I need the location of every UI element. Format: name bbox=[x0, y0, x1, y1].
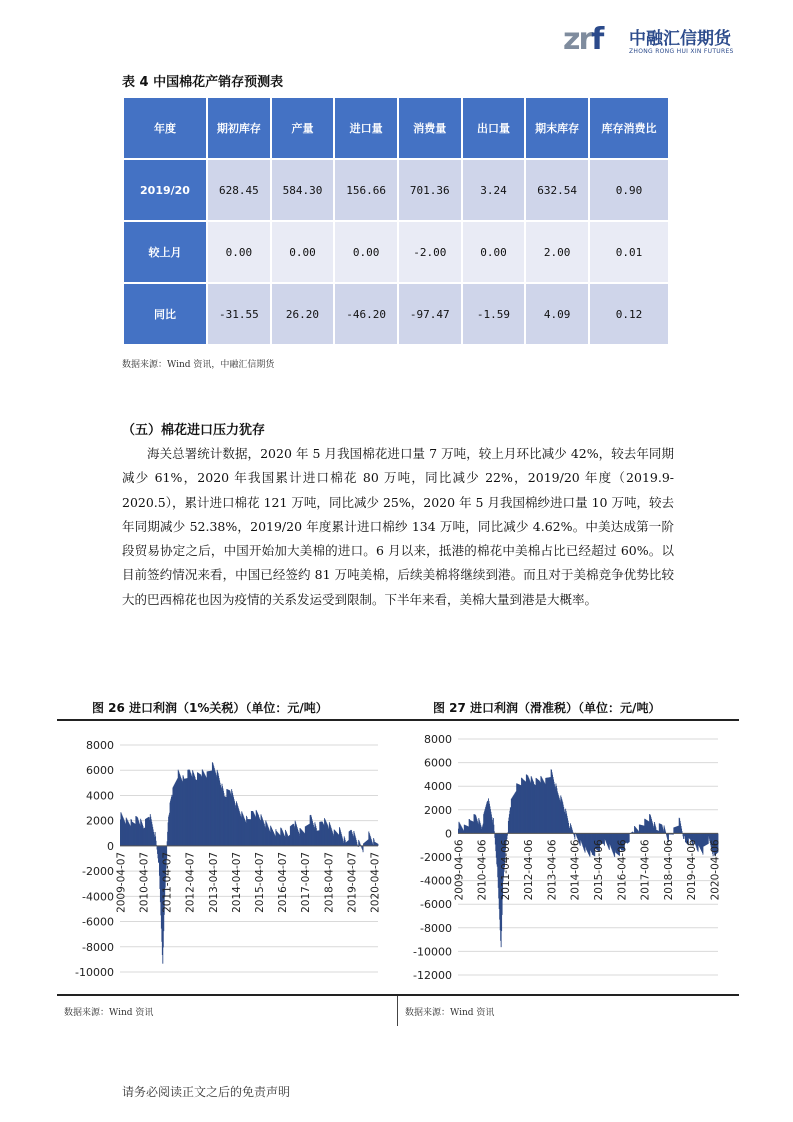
y-tick-label: 2000 bbox=[86, 814, 114, 828]
series-bar bbox=[156, 841, 157, 846]
x-tick-label: 2010-04-07 bbox=[138, 851, 151, 913]
disclaimer-footer: 请务必阅读正文之后的免责声明 bbox=[122, 1085, 291, 1099]
y-tick-label: -10000 bbox=[413, 945, 452, 959]
table-title: 表 4 中国棉花产销存预测表 bbox=[122, 75, 284, 90]
table-row bbox=[124, 284, 668, 344]
y-tick-label: 2000 bbox=[424, 803, 452, 817]
y-tick-label: -8000 bbox=[82, 940, 114, 954]
column-header: 库存消费比 bbox=[590, 98, 668, 158]
table-cell: 628.45 bbox=[208, 160, 270, 220]
table-cell: 3.24 bbox=[463, 160, 525, 220]
y-tick-label: -2000 bbox=[82, 865, 114, 879]
figure-27-title: 图 27 进口利润（滑准税）（单位：元/吨） bbox=[433, 701, 661, 715]
x-tick-label: 2011-04-06 bbox=[499, 839, 512, 901]
y-tick-label: 6000 bbox=[424, 756, 452, 770]
figure-bottom-rule bbox=[57, 994, 739, 996]
figure-26-source: 数据来源：Wind 资讯 bbox=[64, 1008, 154, 1018]
table-cell: 2.00 bbox=[526, 222, 588, 282]
column-header: 期末库存 bbox=[526, 98, 588, 158]
x-tick-label: 2013-04-07 bbox=[207, 851, 220, 913]
figure-27-source: 数据来源：Wind 资讯 bbox=[405, 1008, 495, 1018]
y-tick-label: -4000 bbox=[420, 874, 452, 888]
row-header: 2019/20 bbox=[124, 160, 206, 220]
x-tick-label: 2012-04-07 bbox=[184, 851, 197, 913]
x-tick-label: 2019-04-06 bbox=[686, 839, 699, 901]
table-row bbox=[124, 160, 668, 220]
x-tick-label: 2015-04-07 bbox=[254, 851, 267, 913]
x-tick-label: 2009-04-07 bbox=[115, 851, 128, 913]
column-header: 消费量 bbox=[399, 98, 461, 158]
y-tick-label: -10000 bbox=[75, 966, 114, 979]
y-tick-label: -4000 bbox=[82, 890, 114, 904]
y-tick-label: 8000 bbox=[86, 739, 114, 752]
logo-mark: zrf bbox=[563, 22, 603, 57]
y-tick-label: -6000 bbox=[82, 915, 114, 929]
column-header: 进口量 bbox=[335, 98, 397, 158]
column-header: 期初库存 bbox=[208, 98, 270, 158]
chart-import-profit-1pct-tariff bbox=[60, 725, 390, 990]
table-cell: 701.36 bbox=[399, 160, 461, 220]
y-tick-label: -6000 bbox=[420, 898, 452, 912]
x-tick-label: 2017-04-07 bbox=[300, 851, 313, 913]
paragraph-text: 海关总署统计数据，2020 年 5 月我国棉花进口量 7 万吨，较上月环比减少 42%，较去年同期减少 61%，2020 年我国累计进口棉花 80 万吨，同比减少 22%，2019/20 年度（2019.9-2020.5），累计进口棉花 121 万吨，同比减少 25%，2020 年 5 月我国棉纱进口量 10 万吨，较去年同期减少 52.38%，2019/20 年度累计进口棉纱 134 万吨，同比减少 4.62%。中美达成第一阶段贸易协定之后，中国开始加大美棉的进口。6 月以来，抵港的棉花中美棉占比已经超过 60%。以目前签约情况来看，中国已经签约 81 万吨美棉，后续美棉将继续到港。而且对于美棉竞争优势比较大的巴西棉花也因为疫情的关系发运受到限制。下半年来看，美棉大量到港是大概率。 bbox=[122, 446, 674, 607]
table-row bbox=[124, 222, 668, 282]
table-cell: 0.00 bbox=[272, 222, 334, 282]
company-logo bbox=[563, 20, 768, 62]
table-cell: 0.00 bbox=[463, 222, 525, 282]
table-cell: -2.00 bbox=[399, 222, 461, 282]
table-cell: 0.01 bbox=[590, 222, 668, 282]
logo-company-name: 中融汇信期货 bbox=[629, 29, 731, 49]
y-tick-label: -12000 bbox=[413, 969, 452, 982]
x-tick-label: 2009-04-06 bbox=[453, 839, 466, 901]
x-tick-label: 2020-04-07 bbox=[369, 851, 382, 913]
series-bar bbox=[574, 833, 575, 839]
y-tick-label: 0 bbox=[445, 827, 452, 841]
x-tick-label: 2013-04-06 bbox=[546, 839, 559, 901]
column-header: 产量 bbox=[272, 98, 334, 158]
series-bar bbox=[363, 846, 364, 852]
y-tick-label: 4000 bbox=[424, 780, 452, 794]
x-tick-label: 2016-04-07 bbox=[277, 851, 290, 913]
table-cell: -46.20 bbox=[335, 284, 397, 344]
table-source: 数据来源：Wind 资讯，中融汇信期货 bbox=[122, 360, 275, 370]
cotton-forecast-table bbox=[122, 96, 670, 346]
x-tick-label: 2017-04-06 bbox=[639, 839, 652, 901]
table-cell: 0.12 bbox=[590, 284, 668, 344]
x-tick-label: 2018-04-07 bbox=[323, 851, 336, 913]
table-cell: 0.00 bbox=[335, 222, 397, 282]
column-header: 年度 bbox=[124, 98, 206, 158]
table-cell: -31.55 bbox=[208, 284, 270, 344]
row-header: 同比 bbox=[124, 284, 206, 344]
y-tick-label: -2000 bbox=[420, 851, 452, 864]
table-cell: 0.00 bbox=[208, 222, 270, 282]
x-tick-label: 2016-04-06 bbox=[616, 839, 629, 901]
body-paragraph bbox=[122, 442, 674, 612]
section-heading: （五）棉花进口压力犹存 bbox=[122, 423, 266, 438]
y-tick-label: 0 bbox=[107, 839, 114, 853]
table-cell: 4.09 bbox=[526, 284, 588, 344]
y-tick-label: 4000 bbox=[86, 789, 114, 803]
figure-26-title: 图 26 进口利润（1%关税）（单位：元/吨） bbox=[92, 701, 328, 715]
series-bar bbox=[629, 833, 630, 842]
x-tick-label: 2018-04-06 bbox=[662, 839, 675, 901]
figure-divider bbox=[397, 996, 398, 1026]
row-header: 较上月 bbox=[124, 222, 206, 282]
y-tick-label: 8000 bbox=[424, 733, 452, 746]
x-tick-label: 2015-04-06 bbox=[593, 839, 606, 901]
x-tick-label: 2012-04-06 bbox=[523, 839, 536, 901]
table-cell: 0.90 bbox=[590, 160, 668, 220]
figure-top-rule bbox=[57, 719, 739, 721]
y-tick-label: 6000 bbox=[86, 764, 114, 778]
x-tick-label: 2019-04-07 bbox=[346, 851, 359, 913]
series-bar bbox=[683, 833, 684, 839]
logo-company-name-en: ZHONG RONG HUI XIN FUTURES bbox=[629, 48, 734, 55]
table-cell: -97.47 bbox=[399, 284, 461, 344]
x-tick-label: 2014-04-06 bbox=[569, 839, 582, 901]
x-tick-label: 2020-04-06 bbox=[709, 839, 722, 901]
x-tick-label: 2010-04-06 bbox=[476, 839, 489, 901]
table-cell: 26.20 bbox=[272, 284, 334, 344]
table-cell: 584.30 bbox=[272, 160, 334, 220]
y-tick-label: -8000 bbox=[420, 921, 452, 935]
x-tick-label: 2014-04-07 bbox=[230, 851, 243, 913]
table-header-row bbox=[124, 98, 668, 158]
table-cell: 632.54 bbox=[526, 160, 588, 220]
chart-import-profit-sliding-tariff bbox=[400, 725, 738, 990]
x-tick-label: 2011-04-07 bbox=[161, 851, 174, 913]
table-cell: -1.59 bbox=[463, 284, 525, 344]
column-header: 出口量 bbox=[463, 98, 525, 158]
table-cell: 156.66 bbox=[335, 160, 397, 220]
